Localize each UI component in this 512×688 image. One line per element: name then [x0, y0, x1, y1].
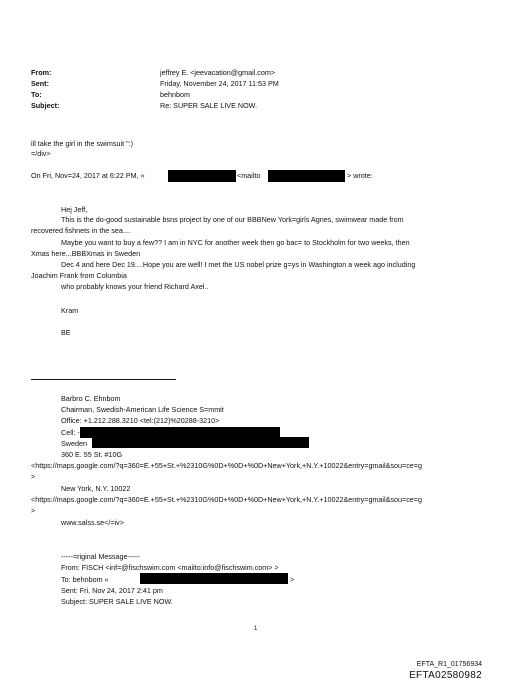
redaction-box [92, 437, 309, 448]
body-line: Dec 4 and here Dec 19....Hope you are well! I met the US nobel prize g=ys in Washington a week ago including [61, 260, 416, 269]
signature-maps-link-2-end: > [31, 506, 36, 515]
from-value: jeffrey E. <jeevacation@gmail.com> [160, 68, 276, 77]
signature-title: Chairman, Swedish-American Life Science S=mmit [61, 405, 224, 414]
redaction-box [268, 170, 345, 182]
original-sent: Sent: Fri, Nov 24, 2017 2:41 pm [61, 586, 163, 595]
reply-line-2: =/div> [31, 149, 51, 158]
quote-prefix: On Fri, Nov=24, 2017 at 6:22 PM, « [31, 171, 145, 180]
signature-maps-link-2[interactable]: <https://maps.google.com/?q=360=E.+55+St.+%2310G%0D+%0D+%0D+New+York,+N.Y.+10022&entry=gmail&sou=ce=g [31, 495, 422, 504]
page-number: 1 [254, 626, 258, 632]
signature-address-2: New York, N.Y. 10022 [61, 484, 131, 493]
redaction-box [168, 170, 236, 182]
body-line: Maybe you want to buy a few?? I am in NYC for another week then go bac= to Stockholm for two weeks, then [61, 238, 410, 247]
original-from: From: FISCH <inf=@fischswim.com <mailto:info@fischswim.com> > [61, 563, 279, 572]
original-subject: Subject: SUPER SALE LIVE NOW. [61, 597, 173, 606]
bates-number-1: EFTA_R1_01756934 [416, 661, 482, 668]
reply-line-1: ill take the girl in the swimsuit ":) [31, 139, 134, 148]
signature-maps-link-1[interactable]: <https://maps.google.com/?q=360=E.+55+St.+%2310G%0D+%0D+%0D+New+York,+N.Y.+10022&entry=gmail&sou=ce=g [31, 461, 422, 470]
body-line: recovered fishnets in the sea.... [31, 226, 131, 235]
body-line: Xmas here...BBBXmas in Sweden [31, 249, 141, 258]
body-greeting: Hej Jeff, [61, 205, 88, 214]
signature-address-1: 360 E. 55 St. #10G [61, 450, 123, 459]
signature-sweden: Sweden [61, 439, 87, 448]
original-heading: -----=riginal Message----- [61, 552, 140, 561]
subject-value: Re: SUPER SALE LIVE NOW. [160, 101, 258, 110]
body-line: This is the do-good sustainable bsns project by one of our BBBNew York=girls Agnes, swimwear made from [61, 215, 404, 224]
body-line: Joachim Frank from Columbia [31, 271, 127, 280]
sent-label: Sent: [31, 79, 49, 88]
to-label: To: [31, 90, 42, 99]
original-to-prefix: To: behnbom « [61, 575, 109, 584]
original-to-suffix: > [290, 575, 295, 584]
signature-name: Barbro C. Ehnbom [61, 394, 121, 403]
signature-maps-link-1-end: > [31, 472, 36, 481]
signature-office: Office: +1.212.288.3210 <tel:(212)%20288-3210> [61, 416, 220, 425]
quote-mailto: <mailto [237, 171, 261, 180]
redaction-box [140, 573, 288, 584]
sent-value: Friday, November 24, 2017 11:53 PM [160, 79, 279, 88]
body-sign-be: BE [61, 328, 71, 337]
to-value: behnbom [160, 90, 190, 99]
from-label: From: [31, 68, 52, 77]
body-sign-kram: Kram [61, 306, 79, 315]
signature-cell: Cell: - [61, 428, 80, 437]
bates-number-2: EFTA02580982 [409, 670, 482, 681]
subject-label: Subject: [31, 101, 60, 110]
signature-website[interactable]: www.salss.se</=iv> [61, 518, 124, 527]
signature-divider [31, 379, 176, 380]
body-line: who probably knows your friend Richard Axel.. [61, 282, 209, 291]
quote-suffix: > wrote: [347, 171, 373, 180]
